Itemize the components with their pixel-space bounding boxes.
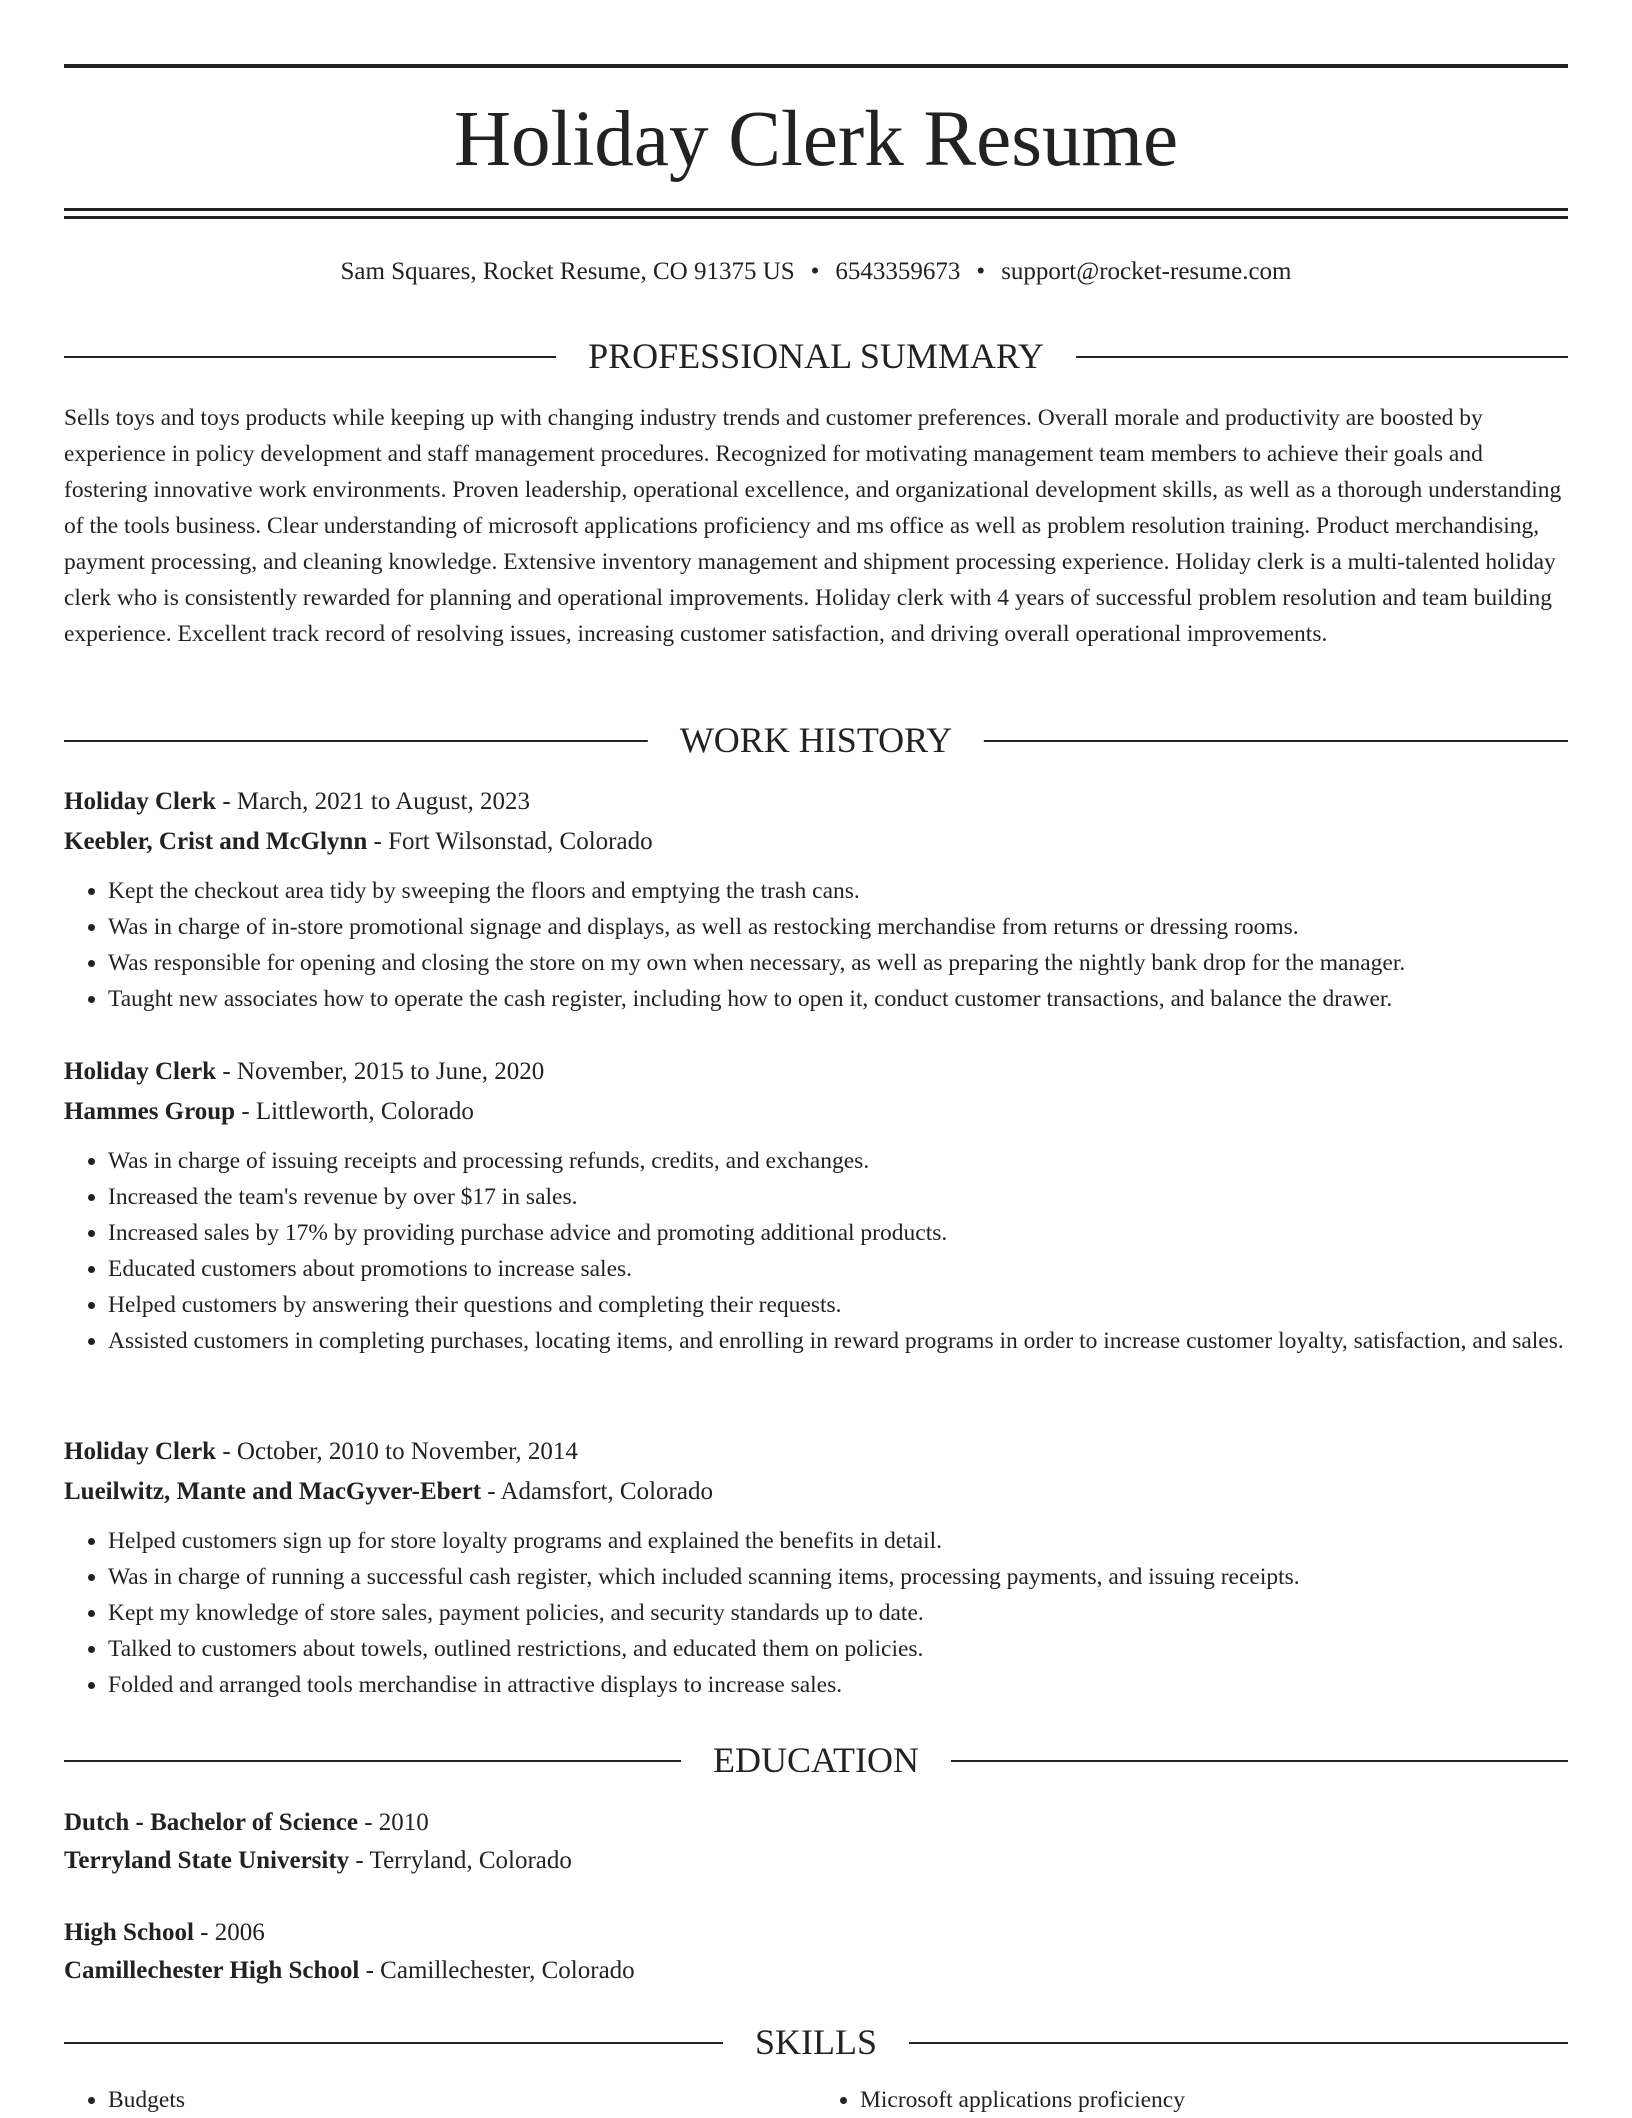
list-item: • Taught new associates how to operate the cash register, including how to open it, conduct customer transactions, and balance the drawer. — [108, 981, 1568, 1017]
skills-column-left — [64, 2082, 816, 2118]
section-title: PROFESSIONAL SUMMARY — [556, 332, 1076, 380]
job-company: Keebler, Crist and McGlynn — [64, 828, 368, 855]
job-title: Holiday Clerk — [64, 1438, 217, 1465]
job-bullets — [64, 873, 1568, 1017]
education-location: - Terryland, Colorado — [349, 1847, 572, 1874]
title-double-rule-upper — [64, 208, 1568, 211]
job-entry — [64, 1052, 1568, 1359]
summary-paragraph: Sells toys and toys products while keeping up with changing industry trends and customer preferences. Overall morale and productivity are boosted by experience in policy development and staff management procedures. Recognized for motivating management team members to achieve their goals and fostering innovative work environments. Proven leadership, operational excellence, and organizational development skills, as well as a thorough understanding of the tools business. Clear understanding of microsoft applications proficiency and ms office as well as problem resolution training. Product merchandising, payment processing, and cleaning knowledge. Extensive inventory management and shipment processing experience. Holiday clerk is a multi-talented holiday clerk who is consistently rewarded for planning and operational improvements. Holiday clerk with 4 years of successful problem resolution and team building experience. Excellent track record of resolving issues, increasing customer satisfaction, and driving overall operational improvements. — [64, 405, 1562, 647]
skill-item: • Microsoft applications proficiency — [860, 2082, 1568, 2118]
list-item: • Was in charge of in-store promotional signage and displays, as well as restocking merchandise from returns or dressing rooms. — [108, 909, 1568, 945]
job-location: - Adamsfort, Colorado — [481, 1478, 713, 1505]
job-company-line — [64, 1092, 1568, 1132]
job-title-line — [64, 782, 1568, 822]
section-title: WORK HISTORY — [648, 716, 984, 764]
contact-separator: • — [810, 258, 820, 285]
job-bullets — [64, 1143, 1568, 1359]
job-company-line — [64, 822, 1568, 862]
education-entry — [64, 1804, 1568, 1880]
job-title-line — [64, 1432, 1568, 1472]
list-item: • Kept my knowledge of store sales, payment policies, and security standards up to date. — [108, 1595, 1568, 1631]
contact-separator: • — [976, 258, 986, 285]
list-item: • Increased sales by 17% by providing purchase advice and promoting additional products. — [108, 1215, 1568, 1251]
list-item: • Assisted customers in completing purchases, locating items, and enrolling in reward programs in order to increase customer loyalty, satisfaction, and sales. — [108, 1323, 1568, 1359]
job-entry — [64, 782, 1568, 1017]
job-location: - Littleworth, Colorado — [235, 1098, 474, 1125]
resume-title: Holiday Clerk Resume — [453, 96, 1179, 183]
contact-email: support@rocket-resume.com — [1001, 258, 1292, 285]
job-company: Hammes Group — [64, 1098, 236, 1125]
section-header-work-history — [64, 716, 1568, 764]
skill-item: • Budgets — [108, 2082, 816, 2118]
contact-address: Sam Squares, Rocket Resume, CO 91375 US — [340, 258, 795, 285]
list-item: • Helped customers sign up for store loyalty programs and explained the benefits in detail. — [108, 1523, 1568, 1559]
list-item: • Was responsible for opening and closing the store on my own when necessary, as well as preparing the nightly bank drop for the manager. — [108, 945, 1568, 981]
job-title: Holiday Clerk — [64, 1058, 217, 1085]
section-header-skills — [64, 2018, 1568, 2066]
education-school-line — [64, 1842, 1568, 1880]
list-item: • Educated customers about promotions to increase sales. — [108, 1251, 1568, 1287]
section-title: EDUCATION — [681, 1736, 951, 1784]
list-item: • Was in charge of issuing receipts and processing refunds, credits, and exchanges. — [108, 1143, 1568, 1179]
education-school-line — [64, 1952, 1568, 1990]
education-degree: Dutch - Bachelor of Science — [64, 1809, 358, 1836]
education-school: Terryland State University — [64, 1847, 350, 1874]
section-header-summary — [64, 332, 1568, 380]
job-title-line — [64, 1052, 1568, 1092]
job-company: Lueilwitz, Mante and MacGyver-Ebert — [64, 1478, 482, 1505]
section-header-education — [64, 1736, 1568, 1784]
education-year: - 2006 — [193, 1919, 265, 1946]
education-year: - 2010 — [357, 1809, 429, 1836]
education-degree-line — [64, 1914, 1568, 1952]
job-company-line — [64, 1472, 1568, 1512]
job-dates: - October, 2010 to November, 2014 — [216, 1438, 578, 1465]
skills-list — [64, 2082, 1568, 2118]
list-item: • Helped customers by answering their questions and completing their requests. — [108, 1287, 1568, 1323]
education-entry — [64, 1914, 1568, 1990]
job-location: - Fort Wilsonstad, Colorado — [367, 828, 653, 855]
education-degree: High School — [64, 1919, 194, 1946]
section-title: SKILLS — [723, 2018, 909, 2066]
education-school: Camillechester High School — [64, 1957, 360, 1984]
contact-line — [64, 254, 1568, 290]
list-item: • Folded and arranged tools merchandise in attractive displays to increase sales. — [108, 1667, 1568, 1703]
job-bullets — [64, 1523, 1568, 1703]
job-title: Holiday Clerk — [64, 788, 217, 815]
list-item: • Talked to customers about towels, outlined restrictions, and educated them on policies. — [108, 1631, 1568, 1667]
list-item: • Kept the checkout area tidy by sweeping the floors and emptying the trash cans. — [108, 873, 1568, 909]
skills-column-right — [816, 2082, 1568, 2118]
education-location: - Camillechester, Colorado — [359, 1957, 635, 1984]
title-double-rule-lower — [64, 216, 1568, 219]
job-dates: - March, 2021 to August, 2023 — [216, 788, 530, 815]
top-rule — [64, 64, 1568, 68]
job-entry — [64, 1432, 1568, 1703]
contact-phone: 6543359673 — [835, 258, 961, 285]
list-item: • Increased the team's revenue by over $17 in sales. — [108, 1179, 1568, 1215]
job-dates: - November, 2015 to June, 2020 — [216, 1058, 545, 1085]
list-item: • Was in charge of running a successful cash register, which included scanning items, processing payments, and issuing receipts. — [108, 1559, 1568, 1595]
education-degree-line — [64, 1804, 1568, 1842]
